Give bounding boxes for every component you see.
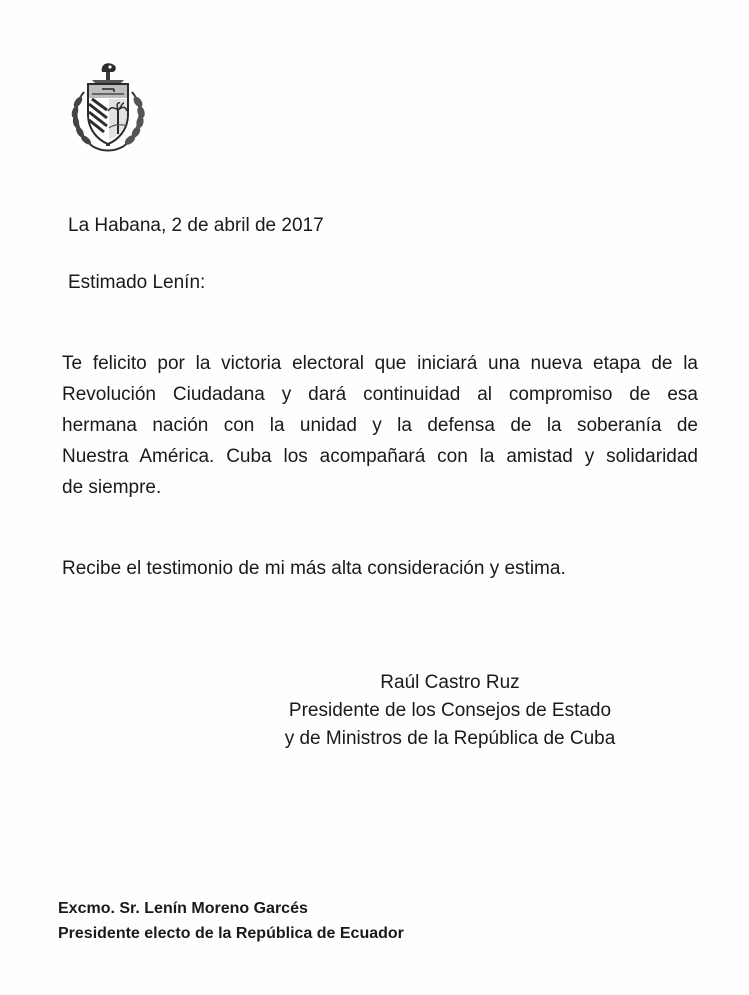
letter-body bbox=[62, 348, 698, 503]
signatory-title-line1: Presidente de los Consejos de Estado bbox=[288, 700, 612, 721]
body-line: de siempre. bbox=[62, 477, 162, 498]
addressee-title: Presidente electo de la República de Ecuador bbox=[58, 925, 404, 942]
body-line: Revolución Ciudadana y dará continuidad al compromiso de esa bbox=[62, 384, 698, 405]
body-line: hermana nación con la unidad y la defensa de la soberanía de bbox=[62, 415, 698, 436]
body-line: Te felicito por la victoria electoral que iniciará una nueva etapa de la bbox=[62, 353, 698, 374]
signatory-title-line2: y de Ministros de la República de Cuba bbox=[284, 728, 616, 749]
signature-block bbox=[260, 669, 640, 753]
body-line: Nuestra América. Cuba los acompañará con la amistad y solidaridad bbox=[62, 446, 698, 467]
signatory-name: Raúl Castro Ruz bbox=[380, 672, 520, 693]
addressee-name: Excmo. Sr. Lenín Moreno Garcés bbox=[58, 900, 308, 917]
cuba-coat-of-arms-icon bbox=[62, 58, 154, 154]
letter-closing: Recibe el testimonio de mi más alta consideración y estima. bbox=[62, 558, 566, 579]
letter-greeting: Estimado Lenín: bbox=[68, 272, 206, 293]
letter-date: La Habana, 2 de abril de 2017 bbox=[68, 215, 324, 236]
addressee-block bbox=[58, 896, 404, 946]
